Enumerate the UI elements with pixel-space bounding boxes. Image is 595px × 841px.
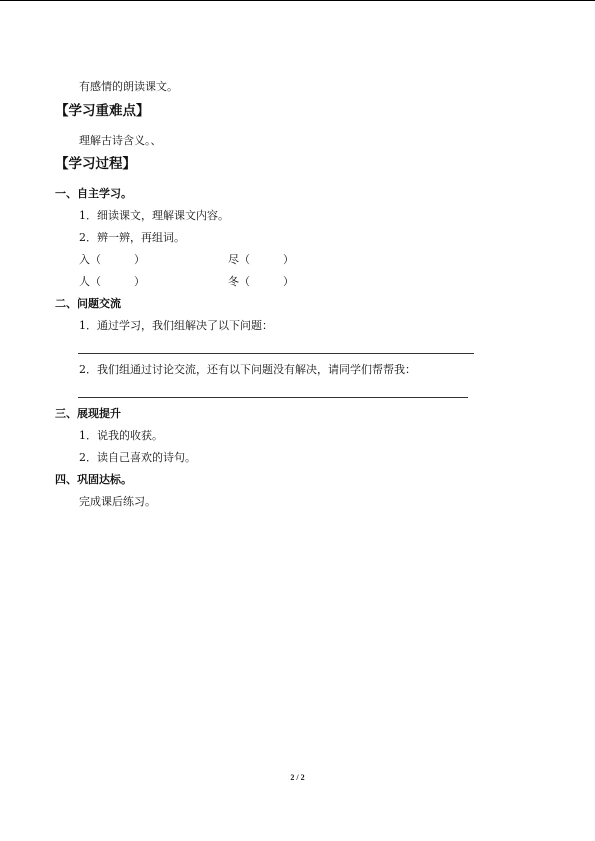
section-self-study: 一、自主学习。 <box>55 187 132 200</box>
discussion-item-1: 1．通过学习，我们组解决了以下问题： <box>79 319 273 332</box>
discussion-item-2: 2．我们组通过讨论交流，还有以下问题没有解决，请同学们帮帮我： <box>79 363 416 376</box>
consolidation-text: 完成课后练习。 <box>79 495 156 508</box>
header-rule <box>0 0 595 1</box>
page-number: 2 / 2 <box>290 773 305 782</box>
key-points-text: 理解古诗含义。、 <box>79 134 162 147</box>
section-discussion: 二、问题交流 <box>55 297 121 310</box>
heading-learning-process: 【学习过程】 <box>55 156 136 172</box>
intro-text: 有感情的朗读课文。 <box>79 80 178 93</box>
section-consolidation: 四、巩固达标。 <box>55 473 132 486</box>
word-ru: 入（ ） <box>79 253 145 266</box>
answer-line-1 <box>78 353 474 354</box>
improvement-item-2: 2．读自己喜欢的诗句。 <box>79 451 196 464</box>
self-study-item-1: 1．细读课文，理解课文内容。 <box>79 209 229 222</box>
word-jin: 尽（ ） <box>228 253 294 266</box>
word-ren: 人（ ） <box>79 275 145 288</box>
answer-line-2 <box>78 397 468 398</box>
heading-key-points: 【学习重难点】 <box>55 103 150 119</box>
self-study-item-2: 2．辨一辨，再组词。 <box>79 231 185 244</box>
improvement-item-1: 1．说我的收获。 <box>79 429 163 442</box>
word-dong: 冬（ ） <box>228 275 294 288</box>
section-improvement: 三、展现提升 <box>55 407 121 420</box>
